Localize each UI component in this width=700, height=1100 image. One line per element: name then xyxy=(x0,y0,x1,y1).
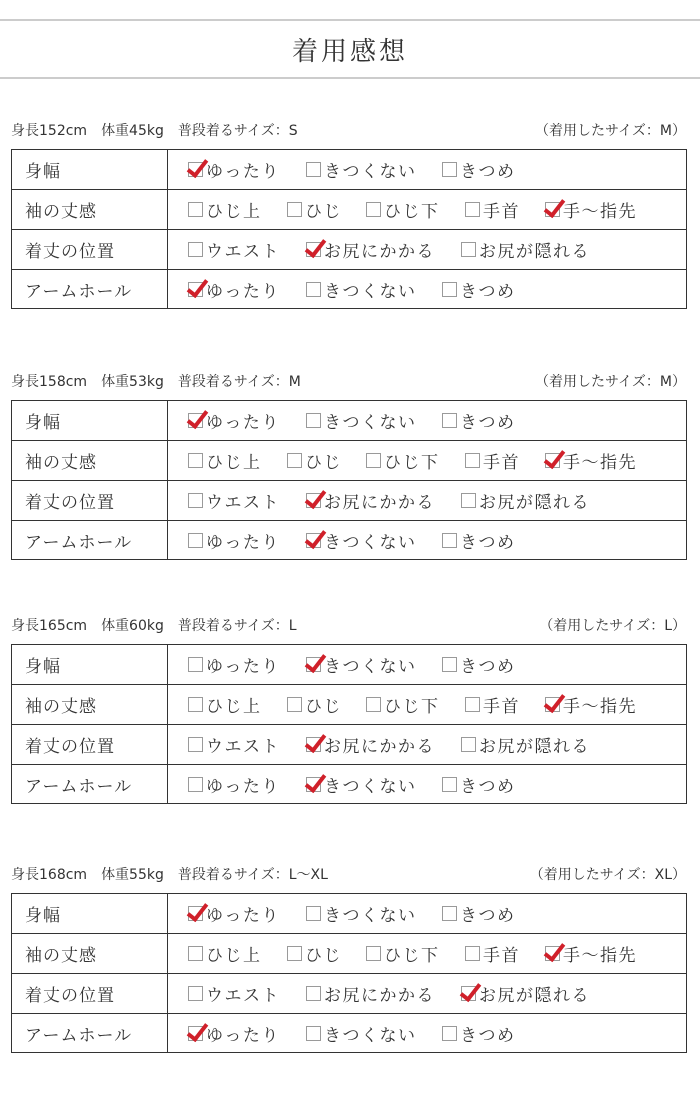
checked-checkbox-icon[interactable] xyxy=(188,282,203,297)
option-label: ひじ下 xyxy=(384,202,440,222)
checkbox-icon[interactable] xyxy=(188,737,203,752)
fit-option[interactable] xyxy=(188,645,280,684)
fit-table-row xyxy=(12,521,686,559)
option-label: 手首 xyxy=(483,453,520,473)
fit-option[interactable] xyxy=(287,190,342,229)
checked-checkbox-icon[interactable] xyxy=(306,533,321,548)
checkbox-icon[interactable] xyxy=(465,946,480,961)
fit-table-row xyxy=(12,685,686,725)
fit-option[interactable] xyxy=(188,685,262,724)
row-label: 袖の丈感 xyxy=(12,190,168,229)
checked-checkbox-icon[interactable] xyxy=(306,777,321,792)
fit-option[interactable] xyxy=(306,230,435,269)
fit-option[interactable] xyxy=(366,190,440,229)
fit-option[interactable] xyxy=(442,270,516,308)
checkbox-icon[interactable] xyxy=(287,946,302,961)
checkbox-icon[interactable] xyxy=(287,697,302,712)
checkbox-icon[interactable] xyxy=(306,162,321,177)
checkbox-icon[interactable] xyxy=(461,242,476,257)
fit-table-row xyxy=(12,934,686,974)
fit-option[interactable] xyxy=(287,685,342,724)
fit-table-row xyxy=(12,894,686,934)
option-label: きつめ xyxy=(460,532,516,553)
reviewer-stats xyxy=(11,615,311,635)
row-label: アームホール xyxy=(12,765,168,803)
option-label: ゆったり xyxy=(206,1025,280,1046)
checked-checkbox-icon[interactable] xyxy=(545,453,560,468)
worn-size: （着用したサイズ：XL） xyxy=(529,867,686,883)
row-label: 着丈の位置 xyxy=(12,230,168,269)
fit-option[interactable] xyxy=(188,230,280,269)
fit-option[interactable] xyxy=(188,401,280,440)
option-label: ゆったり xyxy=(206,413,280,433)
row-options xyxy=(168,685,686,724)
row-label: アームホール xyxy=(12,521,168,559)
option-label: ゆったり xyxy=(206,776,280,797)
fit-option[interactable] xyxy=(188,441,262,480)
checkbox-icon[interactable] xyxy=(188,533,203,548)
row-options xyxy=(168,481,686,520)
checkbox-icon[interactable] xyxy=(306,986,321,1001)
checked-checkbox-icon[interactable] xyxy=(188,162,203,177)
fit-option[interactable] xyxy=(306,645,417,684)
checkbox-icon[interactable] xyxy=(442,413,457,428)
fit-table-row xyxy=(12,150,686,190)
fit-option[interactable] xyxy=(442,150,516,189)
fit-option[interactable] xyxy=(188,974,280,1013)
fit-option[interactable] xyxy=(306,270,417,308)
option-label: 手〜指先 xyxy=(563,946,637,966)
option-label: ひじ下 xyxy=(384,453,440,473)
checked-checkbox-icon[interactable] xyxy=(545,202,560,217)
fit-option[interactable] xyxy=(465,441,520,480)
option-label: きつくない xyxy=(324,1025,417,1046)
checkbox-icon[interactable] xyxy=(188,453,203,468)
checkbox-icon[interactable] xyxy=(465,697,480,712)
option-label: きつめ xyxy=(460,162,516,182)
fit-table-row xyxy=(12,441,686,481)
row-label: 袖の丈感 xyxy=(12,685,168,724)
fit-table xyxy=(11,893,687,1053)
option-label: ひじ xyxy=(305,202,342,222)
fit-option[interactable] xyxy=(287,934,342,973)
option-label: ひじ上 xyxy=(206,453,262,473)
fit-table-row xyxy=(12,481,686,521)
option-label: お尻にかかる xyxy=(324,986,435,1006)
fit-option[interactable] xyxy=(545,441,637,480)
option-label: きつくない xyxy=(324,413,417,433)
reviewer-weight: 体重53kg xyxy=(101,374,164,390)
fit-table xyxy=(11,149,687,309)
reviewer-height: 身長165cm xyxy=(11,618,88,634)
checkbox-icon[interactable] xyxy=(306,906,321,921)
checkbox-icon[interactable] xyxy=(188,946,203,961)
option-label: ウエスト xyxy=(206,493,280,513)
fit-option[interactable] xyxy=(188,150,280,189)
option-label: ゆったり xyxy=(206,532,280,553)
reviewer-weight: 体重55kg xyxy=(101,867,164,883)
checked-checkbox-icon[interactable] xyxy=(461,986,476,1001)
option-label: お尻が隠れる xyxy=(479,737,590,757)
fit-option[interactable] xyxy=(188,765,280,803)
fit-table-row xyxy=(12,765,686,803)
row-options xyxy=(168,270,686,308)
option-label: きつくない xyxy=(324,657,417,677)
option-label: きつめ xyxy=(460,776,516,797)
option-label: ひじ上 xyxy=(206,697,262,717)
row-label: 身幅 xyxy=(12,645,168,684)
checked-checkbox-icon[interactable] xyxy=(188,413,203,428)
row-options xyxy=(168,725,686,764)
fit-option[interactable] xyxy=(366,685,440,724)
fit-option[interactable] xyxy=(545,934,637,973)
fit-option[interactable] xyxy=(188,270,280,308)
fit-option[interactable] xyxy=(188,1014,280,1052)
fit-option[interactable] xyxy=(306,725,435,764)
reviewer-stats xyxy=(11,120,312,140)
fit-option[interactable] xyxy=(442,894,516,933)
row-options xyxy=(168,894,686,933)
checkbox-icon[interactable] xyxy=(366,453,381,468)
checkbox-icon[interactable] xyxy=(442,657,457,672)
reviewer-weight: 体重60kg xyxy=(101,618,164,634)
fit-option[interactable] xyxy=(306,401,417,440)
option-label: きつめ xyxy=(460,281,516,302)
fit-option[interactable] xyxy=(188,521,280,559)
fit-table-row xyxy=(12,725,686,765)
row-label: 身幅 xyxy=(12,894,168,933)
row-label: 着丈の位置 xyxy=(12,481,168,520)
fit-option[interactable] xyxy=(306,1014,417,1052)
row-options xyxy=(168,150,686,189)
fit-option[interactable] xyxy=(461,974,590,1013)
fit-option[interactable] xyxy=(442,765,516,803)
option-label: お尻にかかる xyxy=(324,493,435,513)
fit-table-row xyxy=(12,401,686,441)
checked-checkbox-icon[interactable] xyxy=(306,737,321,752)
reviewer-height: 身長158cm xyxy=(11,374,88,390)
checkbox-icon[interactable] xyxy=(188,657,203,672)
checkbox-icon[interactable] xyxy=(465,202,480,217)
fit-table xyxy=(11,400,687,560)
fit-option[interactable] xyxy=(366,441,440,480)
checked-checkbox-icon[interactable] xyxy=(545,946,560,961)
row-options xyxy=(168,1014,686,1052)
checkbox-icon[interactable] xyxy=(366,697,381,712)
checkbox-icon[interactable] xyxy=(461,493,476,508)
fit-option[interactable] xyxy=(461,481,590,520)
reviewer-usual-size: 普段着るサイズ：S xyxy=(177,123,298,139)
option-label: きつめ xyxy=(460,657,516,677)
reviewer-usual-size: 普段着るサイズ：M xyxy=(177,374,301,390)
row-options xyxy=(168,441,686,480)
fit-option[interactable] xyxy=(545,685,637,724)
checked-checkbox-icon[interactable] xyxy=(306,493,321,508)
reviewer-info xyxy=(11,864,686,884)
reviewer-stats xyxy=(11,371,315,391)
fit-table-row xyxy=(12,1014,686,1052)
fit-option[interactable] xyxy=(306,974,435,1013)
row-options xyxy=(168,765,686,803)
row-label: アームホール xyxy=(12,1014,168,1052)
option-label: ひじ xyxy=(305,946,342,966)
option-label: きつめ xyxy=(460,1025,516,1046)
row-options xyxy=(168,230,686,269)
fit-option[interactable] xyxy=(465,190,520,229)
fit-table-row xyxy=(12,270,686,308)
option-label: きつくない xyxy=(324,281,417,302)
fit-table-row xyxy=(12,190,686,230)
checked-checkbox-icon[interactable] xyxy=(306,242,321,257)
option-label: ウエスト xyxy=(206,242,280,262)
checked-checkbox-icon[interactable] xyxy=(188,906,203,921)
option-label: ウエスト xyxy=(206,986,280,1006)
row-options xyxy=(168,190,686,229)
checked-checkbox-icon[interactable] xyxy=(188,1026,203,1041)
row-label: 袖の丈感 xyxy=(12,934,168,973)
option-label: ひじ下 xyxy=(384,697,440,717)
fit-table-row xyxy=(12,230,686,270)
row-label: 着丈の位置 xyxy=(12,974,168,1013)
reviewer-stats xyxy=(11,864,342,884)
fit-option[interactable] xyxy=(442,645,516,684)
fit-option[interactable] xyxy=(287,441,342,480)
checkbox-icon[interactable] xyxy=(188,493,203,508)
fit-option[interactable] xyxy=(188,481,280,520)
option-label: ゆったり xyxy=(206,281,280,302)
option-label: 手〜指先 xyxy=(563,202,637,222)
reviewer-info xyxy=(11,120,686,140)
option-label: ひじ上 xyxy=(206,202,262,222)
reviewer-height: 身長168cm xyxy=(11,867,88,883)
option-label: きつくない xyxy=(324,776,417,797)
option-label: お尻が隠れる xyxy=(479,493,590,513)
option-label: お尻が隠れる xyxy=(479,986,590,1006)
option-label: ひじ上 xyxy=(206,946,262,966)
checkbox-icon[interactable] xyxy=(306,1026,321,1041)
fit-option[interactable] xyxy=(306,765,417,803)
checkbox-icon[interactable] xyxy=(366,202,381,217)
option-label: ひじ xyxy=(305,697,342,717)
row-options xyxy=(168,645,686,684)
fit-table xyxy=(11,644,687,804)
option-label: 手首 xyxy=(483,697,520,717)
fit-option[interactable] xyxy=(442,401,516,440)
worn-size: （着用したサイズ：L） xyxy=(539,618,686,634)
row-options xyxy=(168,401,686,440)
checkbox-icon[interactable] xyxy=(442,162,457,177)
checkbox-icon[interactable] xyxy=(188,202,203,217)
row-options xyxy=(168,521,686,559)
checkbox-icon[interactable] xyxy=(287,202,302,217)
fit-option[interactable] xyxy=(188,894,280,933)
option-label: お尻にかかる xyxy=(324,242,435,262)
reviewer-height: 身長152cm xyxy=(11,123,88,139)
fit-option[interactable] xyxy=(306,150,417,189)
checkbox-icon[interactable] xyxy=(188,697,203,712)
fit-option[interactable] xyxy=(366,934,440,973)
option-label: きつくない xyxy=(324,532,417,553)
checkbox-icon[interactable] xyxy=(461,737,476,752)
fit-option[interactable] xyxy=(442,521,516,559)
row-label: 袖の丈感 xyxy=(12,441,168,480)
option-label: お尻にかかる xyxy=(324,737,435,757)
option-label: ゆったり xyxy=(206,657,280,677)
worn-size: （着用したサイズ：M） xyxy=(535,123,686,139)
option-label: 手首 xyxy=(483,946,520,966)
checked-checkbox-icon[interactable] xyxy=(306,657,321,672)
fit-table-row xyxy=(12,974,686,1014)
checkbox-icon[interactable] xyxy=(366,946,381,961)
checkbox-icon[interactable] xyxy=(442,906,457,921)
checkbox-icon[interactable] xyxy=(442,777,457,792)
option-label: きつめ xyxy=(460,413,516,433)
fit-table-row xyxy=(12,645,686,685)
option-label: ゆったり xyxy=(206,162,280,182)
fit-option[interactable] xyxy=(188,934,262,973)
page-title: 着用感想 xyxy=(291,36,408,67)
option-label: ウエスト xyxy=(206,737,280,757)
option-label: きつくない xyxy=(324,906,417,926)
page-header xyxy=(0,19,700,79)
row-label: 身幅 xyxy=(12,150,168,189)
reviewer-weight: 体重45kg xyxy=(101,123,164,139)
row-options xyxy=(168,934,686,973)
option-label: ひじ xyxy=(305,453,342,473)
reviewer-info xyxy=(11,371,686,391)
checkbox-icon[interactable] xyxy=(442,533,457,548)
checkbox-icon[interactable] xyxy=(188,777,203,792)
row-options xyxy=(168,974,686,1013)
worn-size: （着用したサイズ：M） xyxy=(535,374,686,390)
checkbox-icon[interactable] xyxy=(188,986,203,1001)
option-label: 手〜指先 xyxy=(563,697,637,717)
fit-option[interactable] xyxy=(188,725,280,764)
fit-option[interactable] xyxy=(306,481,435,520)
checkbox-icon[interactable] xyxy=(306,282,321,297)
checkbox-icon[interactable] xyxy=(442,282,457,297)
fit-option[interactable] xyxy=(461,230,590,269)
checkbox-icon[interactable] xyxy=(442,1026,457,1041)
option-label: 手首 xyxy=(483,202,520,222)
option-label: ひじ下 xyxy=(384,946,440,966)
fit-option[interactable] xyxy=(306,894,417,933)
checked-checkbox-icon[interactable] xyxy=(545,697,560,712)
option-label: きつくない xyxy=(324,162,417,182)
option-label: きつめ xyxy=(460,906,516,926)
option-label: 手〜指先 xyxy=(563,453,637,473)
reviewer-info xyxy=(11,615,686,635)
fit-option[interactable] xyxy=(465,934,520,973)
fit-option[interactable] xyxy=(442,1014,516,1052)
checkbox-icon[interactable] xyxy=(287,453,302,468)
row-label: 身幅 xyxy=(12,401,168,440)
checkbox-icon[interactable] xyxy=(465,453,480,468)
reviewer-usual-size: 普段着るサイズ：L xyxy=(177,618,297,634)
fit-option[interactable] xyxy=(306,521,417,559)
option-label: ゆったり xyxy=(206,906,280,926)
checkbox-icon[interactable] xyxy=(188,242,203,257)
fit-option[interactable] xyxy=(188,190,262,229)
reviewer-usual-size: 普段着るサイズ：L〜XL xyxy=(177,867,328,883)
fit-option[interactable] xyxy=(465,685,520,724)
row-label: アームホール xyxy=(12,270,168,308)
checkbox-icon[interactable] xyxy=(306,413,321,428)
row-label: 着丈の位置 xyxy=(12,725,168,764)
fit-option[interactable] xyxy=(461,725,590,764)
option-label: お尻が隠れる xyxy=(479,242,590,262)
fit-option[interactable] xyxy=(545,190,637,229)
